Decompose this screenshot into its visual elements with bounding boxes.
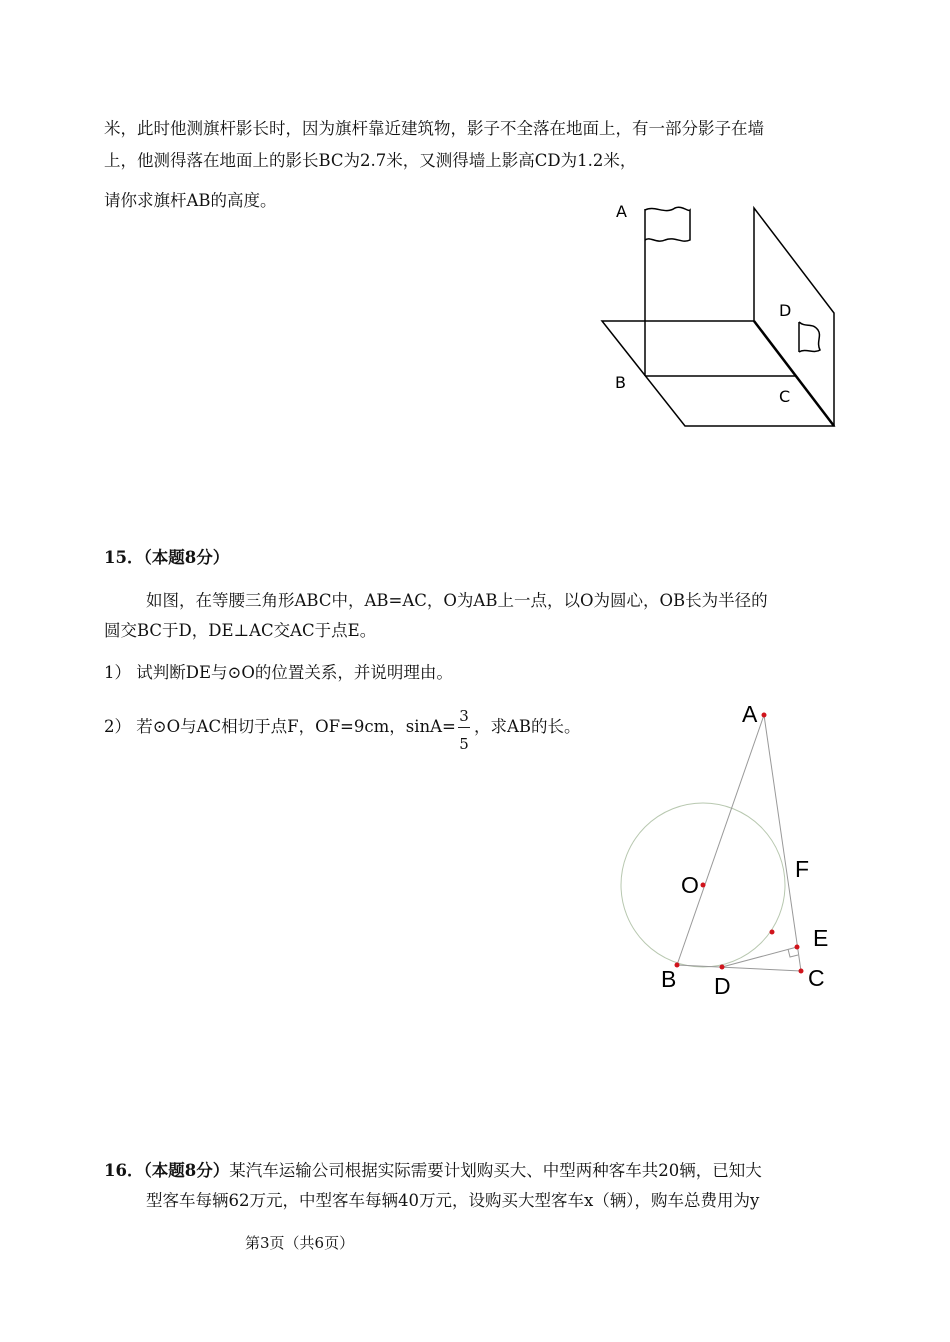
- point-c: [799, 969, 804, 974]
- segment-de: [722, 947, 797, 967]
- p15-q1: 1） 试判断DE与⊙O的位置关系，并说明理由。: [104, 663, 453, 682]
- p16-line1-rest: 某汽车运输公司根据实际需要计划购买大、中型两种客车共20辆，已知大: [229, 1161, 762, 1180]
- label-d: D: [714, 973, 731, 999]
- p15-body2: 圆交BC于D，DE⊥AC交AC于点E。: [104, 621, 377, 640]
- p15-q2-post: ，求AB的长。: [474, 717, 581, 736]
- label-c: C: [779, 387, 791, 406]
- label-d: D: [779, 301, 792, 320]
- label-b: B: [661, 966, 677, 992]
- p14-line3: 请你求旗杆AB的高度。: [104, 191, 277, 210]
- label-o: O: [681, 872, 699, 898]
- p16-header: 16．（本题8分）: [104, 1161, 230, 1180]
- point-d: [720, 965, 725, 970]
- p15-q2-pre: 2） 若⊙O与AC相切于点F，OF=9cm，sinA=: [104, 717, 456, 736]
- label-f: F: [795, 856, 810, 882]
- segment-bc: [677, 965, 801, 971]
- label-a: A: [616, 202, 627, 221]
- p16-line1: [104, 1160, 762, 1182]
- label-a: A: [742, 701, 758, 727]
- sin-denominator: 5: [459, 735, 469, 753]
- point-f: [770, 930, 775, 935]
- point-a: [762, 713, 767, 718]
- label-e: E: [813, 925, 829, 951]
- label-c: C: [808, 965, 825, 991]
- p15-body1: 如图，在等腰三角形ABC中，AB=AC，O为AB上一点，以O为圆心，OB长为半径的: [146, 591, 768, 610]
- point-o: [701, 883, 706, 888]
- p16-line2: 型客车每辆62万元，中型客车每辆40万元，设购买大型客车x（辆），购车总费用为y: [146, 1191, 760, 1210]
- sin-numerator: 3: [459, 707, 469, 725]
- p15-header: 15．（本题8分）: [104, 548, 230, 567]
- segment-ab: [677, 715, 764, 965]
- p14-line1: 米，此时他测旗杆影长时，因为旗杆靠近建筑物，影子不全落在地面上，有一部分影子在墙: [104, 119, 764, 138]
- page-footer: 第3页（共6页）: [245, 1234, 355, 1252]
- right-angle-mark: [788, 949, 798, 957]
- label-b: B: [615, 373, 626, 392]
- point-e: [795, 945, 800, 950]
- p14-line2: 上，他测得落在地面上的影长BC为2.7米，又测得墙上影高CD为1.2米，: [104, 151, 637, 170]
